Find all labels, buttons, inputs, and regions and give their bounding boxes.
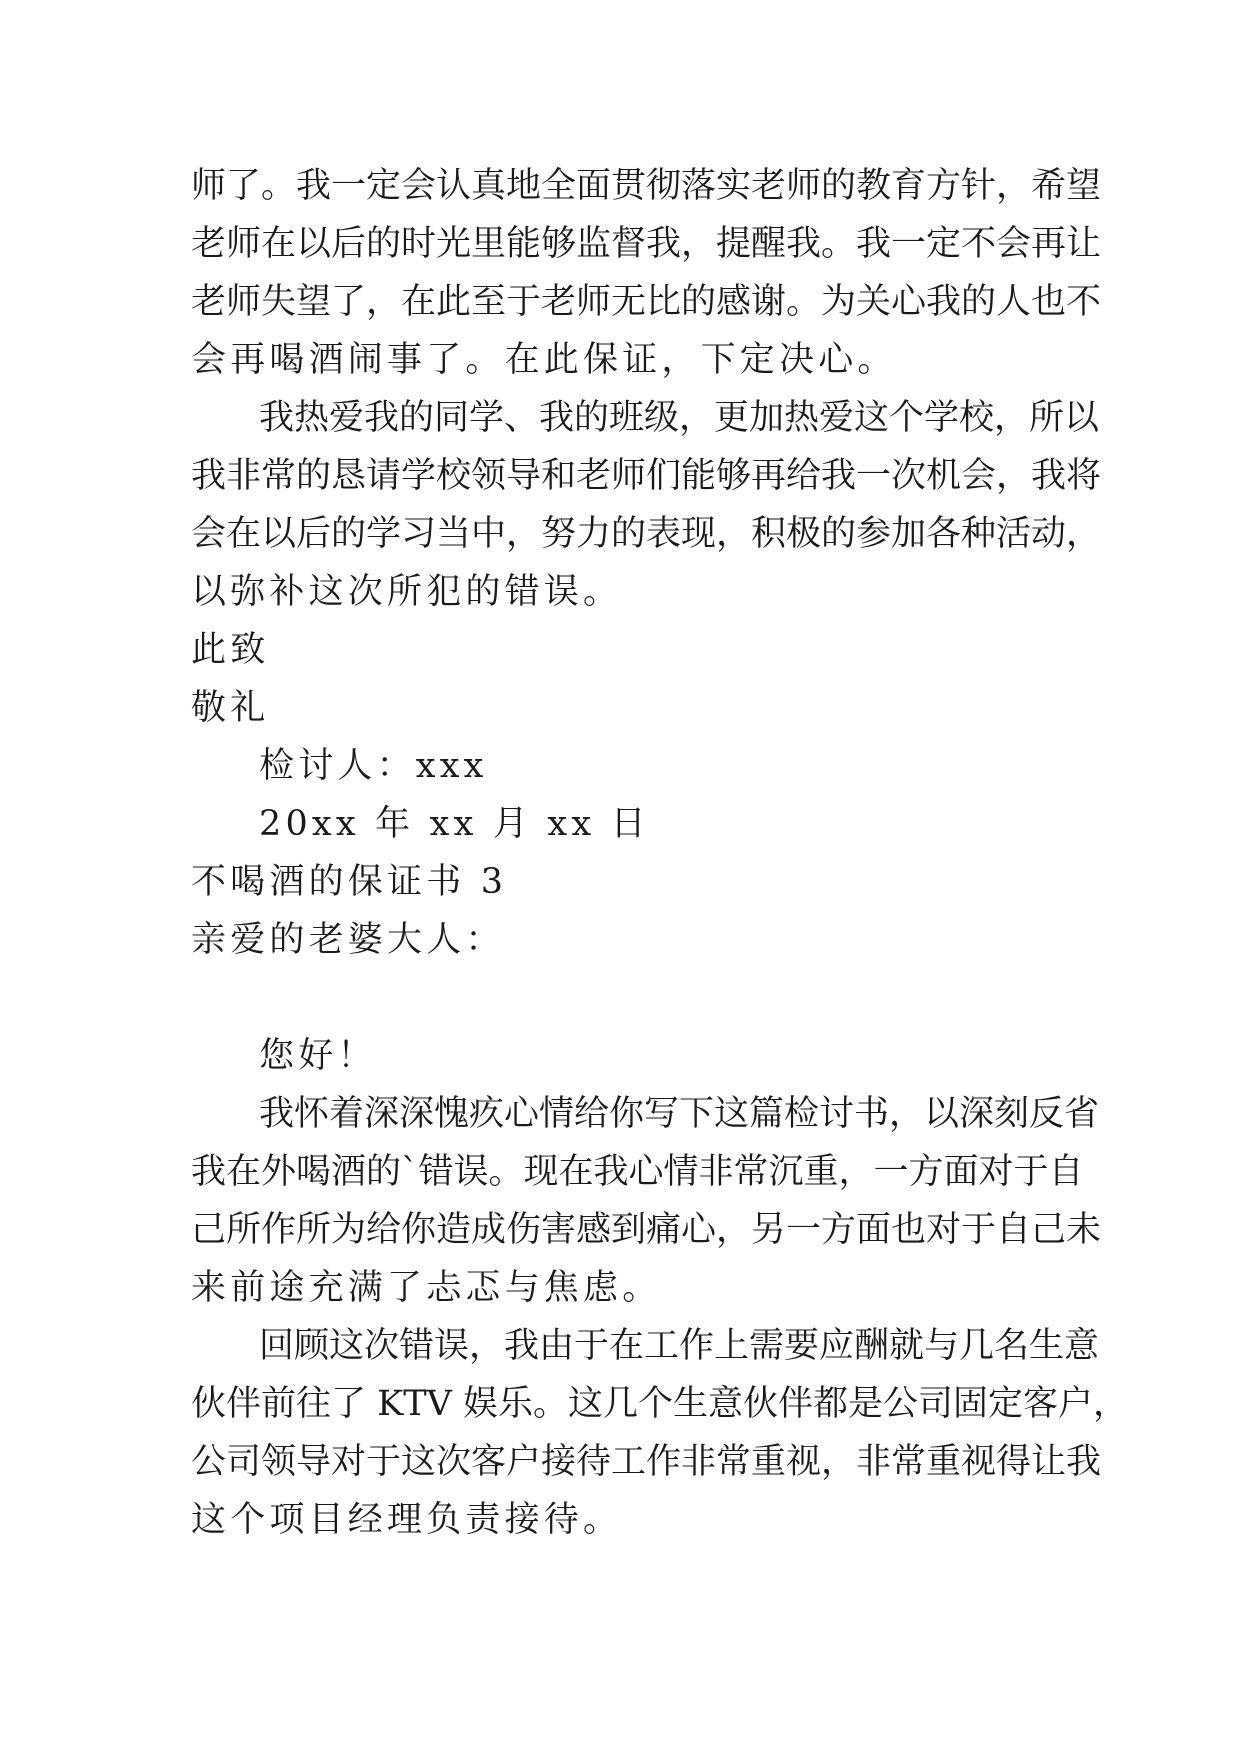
signature-name: 检讨人：xxx: [259, 746, 488, 786]
paragraph-line: 以弥补这次所犯的错误。: [191, 572, 623, 612]
paragraph-line: 老师在以后的时光里能够监督我，提醒我。我一定不会再让: [191, 224, 1102, 264]
paragraph-line: 会再喝酒闹事了。在此保证，下定决心。: [191, 340, 897, 380]
closing-salutation: 敬礼: [191, 688, 270, 728]
paragraph-line: 老师失望了，在此至于老师无比的感谢。为关心我的人也不: [191, 282, 1102, 322]
paragraph-line: 我热爱我的同学、我的班级，更加热爱这个学校，所以: [259, 398, 1100, 438]
letter-greeting: 您好！: [259, 1036, 377, 1076]
paragraph-line: 我在外喝酒的`错误。现在我心情非常沉重，一方面对于自: [191, 1152, 1084, 1192]
section-title: 不喝酒的保证书 3: [191, 862, 508, 902]
paragraph-line: 师了。我一定会认真地全面贯彻落实老师的教育方针，希望: [191, 166, 1102, 206]
paragraph-line: 伙伴前往了 KTV 娱乐。这几个生意伙伴都是公司固定客户，: [191, 1384, 1129, 1424]
paragraph-line: 会在以后的学习当中，努力的表现，积极的参加各种活动，: [191, 514, 1102, 554]
paragraph-line: 我怀着深深愧疚心情给你写下这篇检讨书，以深刻反省: [259, 1094, 1100, 1134]
paragraph-line: 我非常的恳请学校领导和老师们能够再给我一次机会，我将: [191, 456, 1102, 496]
paragraph-line: 这个项目经理负责接待。: [191, 1500, 623, 1540]
paragraph-line: 回顾这次错误，我由于在工作上需要应酬就与几名生意: [259, 1326, 1100, 1366]
letter-greeting: 亲爱的老婆大人：: [191, 920, 505, 960]
paragraph-line: 来前途充满了忐忑与焦虑。: [191, 1268, 662, 1308]
signature-date: 20xx 年 xx 月 xx 日: [259, 804, 650, 844]
paragraph-line: 己所作所为给你造成伤害感到痛心，另一方面也对于自己未: [191, 1210, 1102, 1250]
closing-salutation: 此致: [191, 630, 270, 670]
paragraph-line: 公司领导对于这次客户接待工作非常重视，非常重视得让我: [191, 1442, 1102, 1482]
